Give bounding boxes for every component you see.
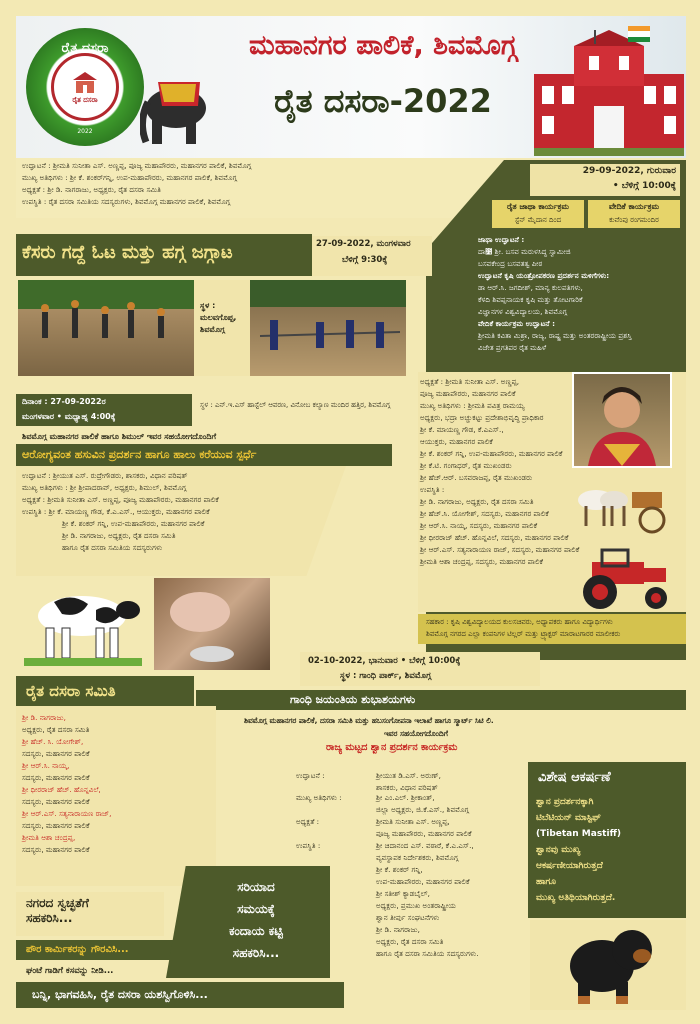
vedike-line: ಶ್ರೀಮತಿ ಕವಿತಾ ಮಿಶ್ರಾ, ರಾಜ್ಯ, ರಾಷ್ಟ್ರ ಮತ್ತು ಅಂತರರಾಷ್ಟ್ರೀಯ ಪ್ರಶಸ್ತಿ (478, 331, 632, 340)
samiti-member-role: ಸದಸ್ಯರು, ಮಹಾನಗರ ಪಾಲಿಕೆ (22, 821, 90, 830)
plastic-slogan: ಘಂಟೆ ಗಾಡಿಗೆ ಕಸವನ್ನು ನೀಡಿ... (26, 966, 114, 976)
sahakara-line: ಸಹಕಾರ : ಕೃಷಿ ವಿಶ್ವವಿದ್ಯಾಲಯದ ಕುಲಸಚಿವರು, ಅಧ್ಯಾಪಕರು ಹಾಗೂ ವಿದ್ಯಾರ್ಥಿಗಳು (426, 618, 613, 626)
jatha-line: ಕೆಳದಿ ಶಿವಪ್ಪನಾಯಕ ಕೃಷಿ ಮತ್ತು ತೋಟಗಾರಿಕೆ (478, 295, 583, 304)
cattle-intro: ಶಿವಮೊಗ್ಗ ಮಹಾನಗರ ಪಾಲಿಕೆ ಹಾಗೂ ಶಿಮುಲ್ ಇವರ ಸಹಯೋಗದೊಂದಿಗೆ (22, 432, 217, 441)
guest-line: ಆಯುಕ್ತರು, ಮಹಾನಗರ ಪಾಲಿಕೆ (420, 437, 493, 446)
tax-slogan (196, 876, 316, 964)
cattle-line: ಶ್ರೀ ಕೆ. ಶಂಕರ್ ಗನ್ನಿ, ಉಪ-ಮಹಾಪೌರರು, ಮಹಾನಗರ ಪಾಲಿಕೆ (62, 519, 205, 528)
dog-row-label: ಉದ್ಘಾಟನೆ : (296, 771, 325, 780)
samiti-member-role: ಸದಸ್ಯರು, ಮಹಾನಗರ ಪಾಲಿಕೆ (22, 773, 90, 782)
guest-line: ಶ್ರೀ ಹೆಚ್.ಆರ್. ಬಸವರಾಜಪ್ಪ, ರೈತ ಮುಖಂಡರು (420, 473, 533, 482)
dog-row-line: ಶ್ರೀಯುತ ಡಿ.ಎಸ್. ಅರುಣ್, (376, 771, 441, 780)
page-title: ಮಹಾನಗರ ಪಾಲಿಕೆ, ಶಿವಮೊಗ್ಗ (248, 30, 518, 61)
special-line: (Tibetan Mastiff) (536, 829, 621, 839)
cow-icon (24, 580, 142, 666)
guest-line: ಅಧ್ಯಕ್ಷರು, ಭದ್ರಾ ಅಚ್ಚುಕಟ್ಟು ಪ್ರದೇಶಾಭಿವೃದ್ಧಿ ಪ್ರಾಧಿಕಾರ (420, 413, 544, 422)
page-subtitle: ರೈತ ದಸರಾ-2022 (274, 82, 492, 120)
logo-text-inner: ರೈತ ದಸರಾ (72, 95, 98, 104)
special-list (536, 794, 621, 906)
vedike-head: ವೇದಿಕೆ ಕಾರ್ಯಕ್ರಮ ಉದ್ಘಾಟನೆ : (478, 319, 555, 328)
jatha-line: ಬಸವಕೇಂದ್ರ ಬಸವತತ್ವ ಪೀಠ (478, 259, 543, 268)
dog-row-line: ಉಪ-ಮಹಾಪೌರರು, ಮಹಾನಗರ ಪಾಲಿಕೆ (376, 877, 470, 886)
special-line: ಮುಖ್ಯ ಅತಿಥಿಯಾಗಿರುತ್ತದೆ. (536, 893, 616, 903)
dog-row-line: ವ್ಯವಸ್ಥಾಪಕ ನಿರ್ದೇಶಕರು, ಶಿವಮೊಗ್ಗ (376, 853, 459, 862)
gandhi-date: 02-10-2022, ಭಾನುವಾರ • ಬೆಳಿಗ್ಗೆ 10:00ಕ್ಕೆ (308, 656, 461, 666)
guest-list (420, 376, 579, 568)
cattle-list (22, 470, 219, 554)
tax-line: ಕಂದಾಯ ಕಟ್ಟಿ (229, 924, 283, 938)
cattle-line: ಮುಖ್ಯ ಅತಿಥಿಗಳು : ಶ್ರೀ ಶ್ರೀಪಾದರಾವ್, ಅಧ್ಯಕ್ಷರು, ಶಿಮುಲ್, ಶಿವಮೊಗ್ಗ (22, 483, 187, 492)
guest-line: ಪೂಜ್ಯ ಮಹಾಪೌರರು, ಮಹಾನಗರ ಪಾಲಿಕೆ (420, 389, 516, 398)
clean-line-1: ನಗರದ ಸ್ವಚ್ಛತೆಗೆ (26, 896, 89, 910)
stage-place: ಕುವೆಂಪು ರಂಗಮಂದಿರ (609, 216, 659, 224)
gandhi-intro2: ಇವರ ಸಹಯೋಗದೊಂದಿಗೆ (384, 729, 448, 738)
race-place: ಸ್ಥಳ : ಮಲವಗೊಪ್ಪ, ಶಿವಮೊಗ್ಗ (200, 301, 237, 334)
cattle-day-time: ಮಂಗಳವಾರ • ಮಧ್ಯಾಹ್ನ 4:00ಕ್ಕೆ (22, 412, 116, 421)
milking-photo (154, 578, 270, 670)
dog-row-line: ಶ್ರೀ ಡಿ. ನಾಗರಾಜು, (376, 925, 420, 934)
event-time: • ಬೆಳಿಗ್ಗೆ 10:00ಕ್ಕೆ (612, 181, 676, 191)
rayta-dasara-logo (26, 28, 144, 146)
samiti-title: ರೈತ ದಸರಾ ಸಮಿತಿ (26, 682, 116, 700)
samiti-member-role: ಸದಸ್ಯರು, ಮಹಾನಗರ ಪಾಲಿಕೆ (22, 749, 90, 758)
jatha-box (492, 200, 584, 228)
dog-row-line: ಶ್ರೀ ಸತೀಶ್ ಕ್ಯಾಡಬೈಲ್, (376, 889, 430, 898)
sahakara-line: ಶಿವಮೊಗ್ಗ ನಗರದ ಎಲ್ಲಾ ಕಂಪನಿಗಳ ಟಿಲ್ಲರ್ ಮತ್ತು ಟ್ರ್ಯಾಕ್ಟರ್ ಮಾರಾಟಗಾರರ ಮಾಲೀಕರು (426, 630, 621, 638)
race-photo-left (18, 280, 194, 376)
tibetan-mastiff-icon (558, 922, 662, 1008)
guest-line: ಶ್ರೀ ಕೆ. ಶಂಕರ್ ಗನ್ನಿ, ಉಪ-ಮಹಾಪೌರರು, ಮಹಾನಗರ ಪಾಲಿಕೆ (420, 449, 563, 458)
guest-photo (572, 372, 672, 468)
dog-row-line: ಅಧ್ಯಕ್ಷರು, ರೈತ ದಸರಾ ಸಮಿತಿ (376, 937, 444, 946)
guest-line: ಅಧ್ಯಕ್ಷತೆ : ಶ್ರೀಮತಿ ಸುನೀತಾ ಎಸ್. ಅಣ್ಣಪ್ಪ, (420, 377, 520, 386)
cattle-line: ಶ್ರೀ ಡಿ. ನಾಗರಾಜು, ಅಧ್ಯಕ್ಷರು, ರೈತ ದಸರಾ ಸಮಿತಿ (62, 531, 176, 540)
cattle-place: ಸ್ಥಳ : ಎನ್.ಇ.ಎಸ್ ಹಾಸ್ಟೆಲ್ ಆವರಣ, ವಿನೋಬ ಕಲ್ಯಾಣ ಮಂದಿರ ಹತ್ತಿರ, ಶಿವಮೊಗ್ಗ (200, 401, 391, 409)
dog-row-line: ಶ್ರೀಮತಿ ಸುನೀತಾ ಎಸ್. ಅಣ್ಣಪ್ಪ, (376, 817, 450, 826)
intro-line: ಅಧ್ಯಕ್ಷತೆ : ಶ್ರೀ ಡಿ. ನಾಗರಾಜು, ಅಧ್ಯಕ್ಷರು, ರೈತ ದಸರಾ ಸಮಿತಿ (22, 185, 161, 194)
stage-box (588, 200, 680, 228)
tax-line: ಸಮಯಕ್ಕೆ (237, 902, 275, 916)
special-line: ಆಕರ್ಷಣೀಯಾಗಿರುತ್ತದೆ (536, 861, 603, 871)
tractor-icon (566, 548, 672, 610)
jatha-details (478, 234, 632, 354)
race-date: 27-09-2022, ಮಂಗಳವಾರ (316, 239, 411, 249)
guest-line: ಮುಖ್ಯ ಅತಿಥಿಗಳು : ಶ್ರೀಮತಿ ಪವಿತ್ರ ರಾಮಯ್ಯ (420, 401, 525, 410)
race-time: ಬೆಳಿಗ್ಗೆ 9:30ಕ್ಕೆ (342, 255, 388, 265)
clean-slogan-box (16, 892, 164, 936)
cattle-date: ದಿನಾಂಕ : 27-09-2022ರ (22, 397, 106, 406)
cattle-line: ಉಪಸ್ಥಿತಿ : ಶ್ರೀ ಕೆ. ಮಾಯಣ್ಣ ಗೌಡ, ಕೆ.ಎ.ಎಸ್., ಆಯುಕ್ತರು, ಮಹಾನಗರ ಪಾಲಿಕೆ (22, 507, 210, 516)
jatha-line: ದಾ೹ ಶ್ರೀ. ಬಸವ ಮರುಳಸಿದ್ಧ ಸ್ವಾಮೀಜಿ (478, 247, 571, 256)
dog-row-line: ಶ್ವಾನ ತೀರ್ಪು ಸಂಘಟನೆಗಳು (376, 913, 440, 922)
jatha-title: ರೈತ ಜಾಥಾ ಕಾರ್ಯಕ್ರಮ (506, 202, 570, 211)
guest-line: ಉಪಸ್ಥಿತಿ : (420, 485, 445, 494)
stage-title: ವೇದಿಕೆ ಕಾರ್ಯಕ್ರಮ (608, 202, 660, 211)
dog-row-line: ಜಿಲ್ಲಾ ಅಧ್ಯಕ್ಷರು, ಜಿ.ಕೆ.ಎಸ್., ಶಿವಮೊಗ್ಗ (376, 805, 469, 814)
respect-slogan-box (16, 940, 194, 960)
tax-line: ಸಹಕರಿಸಿ... (232, 946, 280, 960)
guest-line: ಶ್ರೀ ಆರ್.ಎಸ್. ಸತ್ಯನಾರಾಯಣ ರಾಜ್, ಸದಸ್ಯರು, ಮಹಾನಗರ ಪಾಲಿಕೆ (420, 545, 580, 554)
elephant-icon (140, 72, 214, 152)
dog-row-line: ಅಧ್ಯಕ್ಷರು, ಪ್ರಮುಖ ಅಂತರಾಷ್ಟ್ರೀಯ (376, 901, 456, 910)
dog-row-line: ಶ್ರೀ ಎಂ.ಎಲ್. ಶ್ರೀಕಾಂತ್, (376, 793, 435, 802)
dog-row-line: ಶ್ರೀ ಕೆ. ಶಂಕರ್ ಗನ್ನಿ, (376, 865, 423, 874)
jatha-line: ಉದ್ಘಾಟನೆ ಕೃಷಿ ಯಂತ್ರೋಪಕರಣ ಪ್ರದರ್ಶನ ಮಳಿಗೆಗಳು: (478, 271, 610, 280)
samiti-member-name: ಶ್ರೀ ಆರ್.ಸಿ. ನಾಯ್ಕ, (22, 761, 70, 770)
intro-line: ಉಪಸ್ಥಿತಿ : ರೈತ ದಸರಾ ಸಮಿತಿಯ ಸದಸ್ಯರುಗಳು, ಶಿವಮೊಗ್ಗ ಮಹಾನಗರ ಪಾಲಿಕೆ, ಶಿವಮೊಗ್ಗ (22, 197, 231, 206)
cattle-line: ಅಧ್ಯಕ್ಷತೆ : ಶ್ರೀಮತಿ ಸುನೀತಾ ಎಸ್. ಅಣ್ಣಪ್ಪ, ಪೂಜ್ಯ ಮಹಾಪೌರರು, ಮಹಾನಗರ ಪಾಲಿಕೆ (22, 495, 219, 504)
dog-row-line: ಪೂಜ್ಯ ಮಹಾಪೌರರು, ಮಹಾನಗರ ಪಾಲಿಕೆ (376, 829, 472, 838)
respect-line: ಪೌರ ಕಾರ್ಮಿಕರನ್ನು ಗೌರವಿಸಿ... (26, 944, 129, 955)
guest-line: ಶ್ರೀ ಕೆ.ಟಿ. ಗಂಗಾಧರ್, ರೈತ ಮುಖಂಡರು (420, 461, 512, 470)
city-hall-building (534, 26, 684, 156)
event-date-box (530, 164, 680, 196)
flag-icon (628, 26, 650, 42)
dog-row-label: ಉಪಸ್ಥಿತಿ : (296, 841, 321, 850)
clean-line-2: ಸಹಕರಿಸಿ... (26, 911, 73, 925)
dog-row-line: ಶಾಸಕರು, ವಿಧಾನ ಪರಿಷತ್ (376, 783, 438, 792)
tax-line: ಸರಿಯಾದ (237, 880, 275, 894)
special-title: ವಿಶೇಷ ಆಕರ್ಷಣೆ (538, 770, 611, 785)
cattle-line: ಉದ್ಘಾಟನೆ : ಶ್ರೀಯುತ ಎಸ್. ರುದ್ರೇಗೌಡರು, ಶಾಸಕರು, ವಿಧಾನ ಪರಿಷತ್ (22, 471, 188, 480)
samiti-member-name: ಶ್ರೀಮತಿ ಆಶಾ ಚಂದ್ರಪ್ಪ, (22, 833, 76, 842)
intro-line: ಉದ್ಘಾಟನೆ : ಶ್ರೀಮತಿ ಸುನೀತಾ ಎಸ್. ಅಣ್ಣಪ್ಪ, ಪೂಜ್ಯ ಮಹಾಪೌರರು, ಮಹಾನಗರ ಪಾಲಿಕೆ, ಶಿವಮೊಗ್ಗ (22, 161, 252, 170)
samiti-list (22, 712, 111, 856)
special-line: ಹಾಗೂ (536, 877, 557, 887)
samiti-member-name: ಶ್ರೀ ಆರ್.ಎಸ್. ಸತ್ಯನಾರಾಯಣ ರಾಜ್, (22, 809, 112, 818)
jatha-line: ಡಾ ಆರ್.ಸಿ. ಜಗದೀಶ್, ಮಾನ್ಯ ಕುಲಪತಿಗಳು, (478, 283, 583, 292)
jatha-line: ವಿಜ್ಞಾನಗಳ ವಿಶ್ವವಿದ್ಯಾಲಯ, ಶಿವಮೊಗ್ಗ (478, 307, 568, 316)
dog-row-line: ಹಾಗೂ ರೈತ ದಸರಾ ಸಮಿತಿಯ ಸದಸ್ಯರುಗಳು. (376, 949, 479, 958)
dog-row-label: ಮುಖ್ಯ ಅತಿಥಿಗಳು : (296, 793, 342, 802)
gandhi-title: ಗಾಂಧಿ ಜಯಂತಿಯ ಶುಭಾಶಯಗಳು (290, 693, 416, 706)
samiti-member-role: ಸದಸ್ಯರು, ಮಹಾನಗರ ಪಾಲಿಕೆ (22, 797, 90, 806)
bullock-cart-icon (574, 478, 670, 534)
jatha-place: ಸ್ಟೆನ್ ಮೈದಾನ ದಿಂದ (514, 216, 562, 224)
dog-row-line: ಶ್ರೀ ಚಿದಾನಂದ ಎಸ್. ವಠಾರೆ, ಕೆ.ಎ.ಎಸ್., (376, 841, 474, 850)
special-line: ಶ್ವಾನ ಪ್ರದರ್ಶನಕ್ಕಾಗಿ (536, 797, 594, 807)
intro-line: ಮುಖ್ಯ ಅತಿಥಿಗಳು : ಶ್ರೀ ಕೆ. ಶಂಕರ್‌ಗನ್ನಿ, ಉಪ-ಮಹಾಪೌರರು, ಮಹಾನಗರ ಪಾಲಿಕೆ, ಶಿವಮೊಗ್ಗ (22, 173, 237, 182)
race-datetime-box (312, 236, 432, 276)
guest-line: ಶ್ರೀ ಧೀರರಾಜ್ ಹೆಚ್. ಹೊನ್ನವಿಲೆ, ಸದಸ್ಯರು, ಮಹಾನಗರ ಪಾಲಿಕೆ (420, 533, 569, 542)
samiti-member-role: ಸದಸ್ಯರು, ಮಹಾನಗರ ಪಾಲಿಕೆ (22, 845, 90, 854)
bottom-slogan: ಬನ್ನಿ, ಭಾಗವಹಿಸಿ, ರೈತ ದಸರಾ ಯಶಸ್ವಿಗೊಳಿಸಿ... (32, 988, 208, 1001)
samiti-member-role: ಅಧ್ಯಕ್ಷರು, ರೈತ ದಸರಾ ಸಮಿತಿ (22, 725, 90, 734)
jatha-head: ಜಾಥಾ ಉದ್ಘಾಟನೆ : (478, 235, 525, 244)
special-line: ಟಿಬೆಟಿಯನ್ ಮಾಸ್ಟಿಫ್ (536, 813, 601, 823)
cattle-title: ಆರೋಗ್ಯವಂತ ಹಸುವಿನ ಪ್ರದರ್ಶನ ಹಾಗೂ ಹಾಲು ಕರೆಯುವ ಸ್ಪರ್ಧೆ (22, 448, 257, 461)
special-line: ಶ್ವಾನವು ಮುಖ್ಯ (536, 845, 581, 855)
race-title: ಕೆಸರು ಗದ್ದೆ ಓಟ ಮತ್ತು ಹಗ್ಗ ಜಗ್ಗಾಟ (22, 242, 233, 263)
gandhi-title-bar (196, 690, 686, 710)
gandhi-intro1: ಶಿವಮೊಗ್ಗ ಮಹಾನಗರ ಪಾಲಿಕೆ, ದಸರಾ ಸಮಿತಿ ಮತ್ತು ಹಬಸಂಗೋಪನಾ ಇಲಾಖೆ ಹಾಗೂ ಸ್ಮಾರ್ಟ್ ಸಿಟಿ ಲಿ. (244, 716, 494, 725)
event-date: 29-09-2022, ಗುರುವಾರ (582, 166, 676, 176)
dog-row-label: ಅಧ್ಯಕ್ಷತೆ : (296, 817, 320, 826)
bottom-banner (16, 982, 344, 1008)
gandhi-place: ಸ್ಥಳ : ಗಾಂಧಿ ಪಾರ್ಕ್, ಶಿವಮೊಗ್ಗ (340, 671, 432, 681)
guest-line: ಶ್ರೀ ಆರ್.ಸಿ. ನಾಯ್ಕ, ಸದಸ್ಯರು, ಮಹಾನಗರ ಪಾಲಿಕೆ (420, 521, 538, 530)
samiti-member-name: ಶ್ರೀ ಹೆಚ್. ಸಿ. ಯೋಗೇಶ್, (22, 737, 84, 746)
race-photo-right (250, 280, 406, 376)
guest-line: ಶ್ರೀಮತಿ ಆಶಾ ಚಂದ್ರಪ್ಪ, ಸದಸ್ಯರು, ಮಹಾನಗರ ಪಾಲಿಕೆ (420, 557, 544, 566)
guest-line: ಶ್ರೀ ಹೆಚ್.ಸಿ. ಯೋಗೇಶ್, ಸದಸ್ಯರು, ಮಹಾನಗರ ಪಾಲಿಕೆ (420, 509, 549, 518)
logo-text-top: ರೈತ ದಸರಾ (61, 40, 109, 56)
sahakara-list (426, 616, 620, 640)
samiti-member-name: ಶ್ರೀ ಡಿ. ನಾಗರಾಜು, (22, 713, 66, 722)
temple-icon (70, 70, 100, 96)
samiti-member-name: ಶ್ರೀ ಧೀರರಾಜ್ ಹೆಚ್. ಹೊನ್ನವಿಲೆ, (22, 785, 101, 794)
intro-list (22, 160, 251, 208)
cattle-line: ಹಾಗೂ ರೈತ ದಸರಾ ಸಮಿತಿಯ ಸದಸ್ಯರುಗಳು (62, 543, 163, 552)
cattle-datetime-box (16, 394, 192, 426)
vedike-line: ವಿಜೇತ ಪ್ರಗತಿಪರ ರೈತ ಮಹಿಳೆ (478, 343, 547, 352)
guest-line: ಶ್ರೀ ಕೆ. ಮಾಯಣ್ಣ ಗೌಡ, ಕೆ.ಎಎಸ್., (420, 425, 504, 434)
guest-line: ಶ್ರೀ ಡಿ. ನಾಗರಾಜು, ಅಧ್ಯಕ್ಷರು, ರೈತ ದಸರಾ ಸಮಿತಿ (420, 497, 534, 506)
logo-year: 2022 (77, 127, 93, 135)
dog-show-title: ರಾಜ್ಯ ಮಟ್ಟದ ಶ್ವಾನ ಪ್ರದರ್ಶನ ಕಾರ್ಯಕ್ರಮ (326, 742, 458, 753)
